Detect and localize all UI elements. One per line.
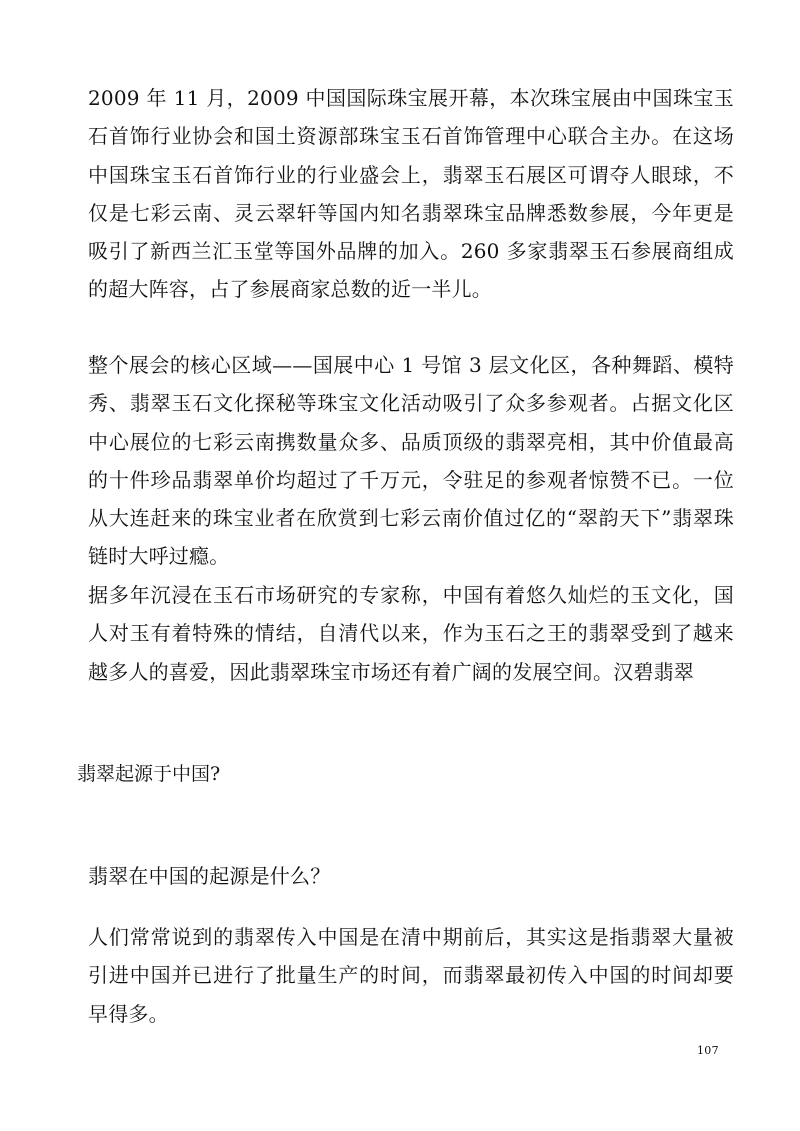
section-heading: 翡翠起源于中国?: [77, 763, 221, 785]
page-number: 107: [697, 1044, 719, 1057]
answer-paragraph: 人们常常说到的翡翠传入中国是在清中期前后，其实这是指翡翠大量被引进中国并已进行了批量生产的时间，而翡翠最初传入中国的时间却要早得多。: [88, 925, 734, 1026]
paragraph-exhibition-opening: 2009 年 11 月，2009 中国国际珠宝展开幕，本次珠宝展由中国珠宝玉石首饰行业协会和国土资源部珠宝玉石首饰管理中心联合主办。在这场中国珠宝玉石首饰行业的行业盛会上，翡翠玉石展区可谓夺人眼球，不仅是七彩云南、灵云翠轩等国内知名翡翠珠宝品牌悉数参展，今年更是吸引了新西兰汇玉堂等国外品牌的加入。260 多家翡翠玉石参展商组成的超大阵容，占了参展商家总数的近一半儿。: [88, 86, 734, 302]
paragraph-expert-opinion: 据多年沉浸在玉石市场研究的专家称，中国有着悠久灿烂的玉文化，国人对玉有着特殊的情结，自清代以来，作为玉石之王的翡翠受到了越来越多人的喜爱，因此翡翠珠宝市场还有着广阔的发展空间。汉碧翡翠: [88, 583, 734, 684]
question-text: 翡翠在中国的起源是什么？: [88, 864, 331, 888]
paragraph-culture-area: 整个展会的核心区域——国展中心 1 号馆 3 层文化区，各种舞蹈、模特秀、翡翠玉石文化探秘等珠宝文化活动吸引了众多参观者。占据文化区中心展位的七彩云南携数量众多、品质顶级的翡翠亮相，其中价值最高的十件珍品翡翠单价均超过了千万元，令驻足的参观者惊赞不已。一位从大连赶来的珠宝业者在欣赏到七彩云南价值过亿的“翠韵天下”翡翠珠链时大呼过瘾。: [88, 353, 734, 569]
